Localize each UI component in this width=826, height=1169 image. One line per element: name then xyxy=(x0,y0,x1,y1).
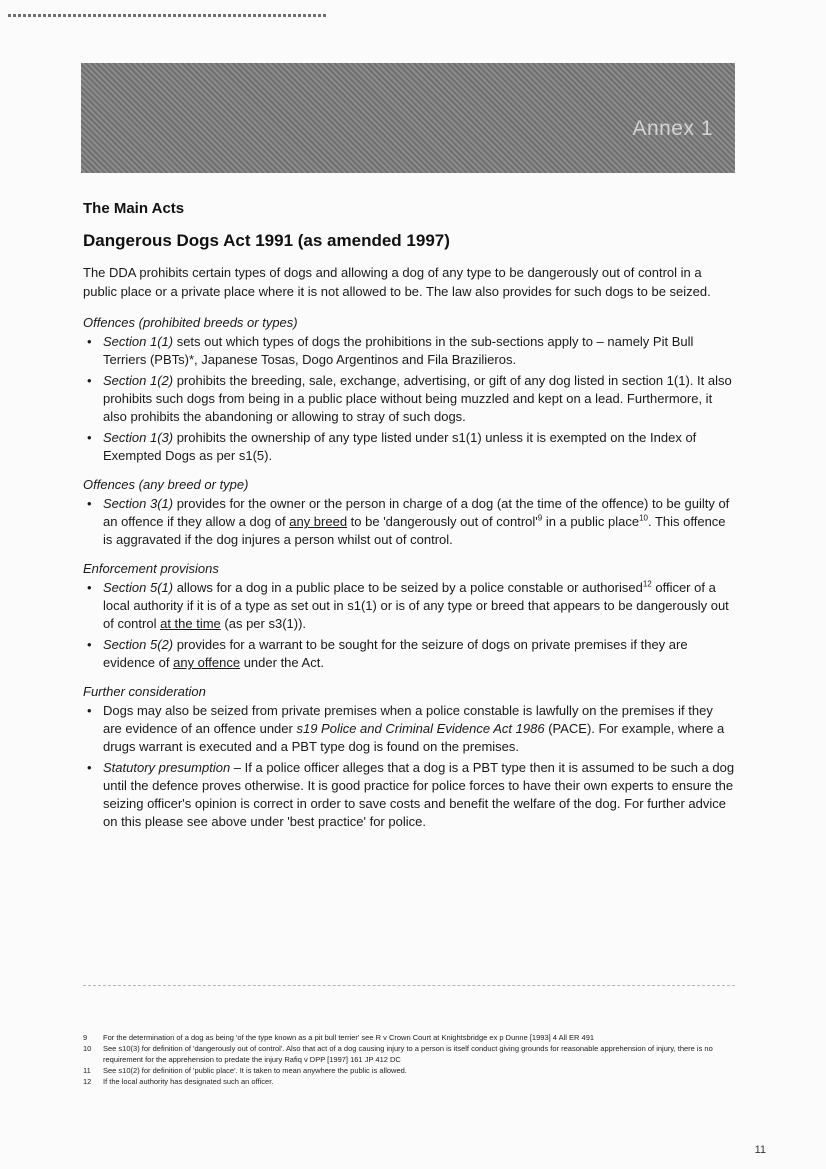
page-number: 11 xyxy=(754,1144,766,1156)
footnote xyxy=(83,1065,733,1076)
item-text: (PACE). For example, where a drugs warrant is executed and a PBT type dog is found on the premises. xyxy=(103,721,725,754)
list-item xyxy=(83,495,735,549)
footnote-text: For the determination of a dog as being 'of the type known as a pit bull terrier' see R v Crown Court at Knightsbridge ex p Dunne [1993] 4 All ER 491 xyxy=(103,1033,595,1042)
item-text: allows for a dog in a public place to be seized by a police constable or authorised xyxy=(173,580,643,595)
item-text: Dogs may also be seized from private premises when a police constable is lawfully on the premises if they are evidence of an offence under xyxy=(103,703,713,736)
item-text: in a public place xyxy=(542,514,640,529)
subheading-enforcement: Enforcement provisions xyxy=(83,561,219,576)
footnote-ref: 9 xyxy=(537,513,543,523)
item-text: officer of a local authority if it is of a type as set out in s1(1) or is of any type or breed that appears to be dangerously out of control xyxy=(103,580,729,631)
intro-paragraph: The DDA prohibits certain types of dogs and allowing a dog of any type to be dangerously out of control in a public place or a private place where it is not allowed to be. The law also provides for such dogs to be seized. xyxy=(83,265,711,299)
underlined-text: at the time xyxy=(160,616,221,631)
underlined-text: any offence xyxy=(173,655,241,670)
footnote-ref: 10 xyxy=(639,513,648,523)
footnote-text: See s10(2) for definition of 'public place'. It is taken to mean anywhere the public is allowed. xyxy=(103,1066,407,1075)
annex-banner xyxy=(81,63,735,173)
list-item xyxy=(83,429,735,465)
list-item xyxy=(83,759,735,831)
list-item xyxy=(83,579,735,633)
list-item xyxy=(83,333,735,369)
any-breed-list xyxy=(83,495,735,549)
underlined-text: any breed xyxy=(289,514,348,529)
section-ref: Section 1(2) xyxy=(103,373,174,388)
footnote-number: 11 xyxy=(83,1066,91,1075)
main-content xyxy=(83,200,735,843)
item-text: (as per s3(1)). xyxy=(220,616,307,631)
footnote-text: See s10(3) for definition of 'dangerously out of control'. Also that act of a dog causing injury to a person is itself conduct giving grounds for reasonable apprehension of injury, there is no requirement for the apprehension to predate the injury Rafiq v DPP [1997] 161 JP 412 DC xyxy=(103,1044,713,1064)
item-text: to be 'dangerously out of control' xyxy=(347,514,538,529)
footnote xyxy=(83,1043,733,1065)
list-item xyxy=(83,702,735,756)
section-heading-main-acts: The Main Acts xyxy=(83,200,185,217)
footnote-ref: 12 xyxy=(642,579,652,589)
item-text: prohibits the breeding, sale, exchange, advertising, or gift of any dog listed in section 1(1). It also prohibits such dogs from being in a public place without being muzzled and kept on a lead. Furthermore, it also prohibits the abandoning or allowing to stray of such dogs. xyxy=(103,373,732,424)
section-ref: Statutory presumption xyxy=(103,760,231,775)
footnote-divider xyxy=(83,985,735,986)
further-consideration-list xyxy=(83,702,735,831)
italic-text: s19 Police and Criminal Evidence Act 1986 xyxy=(296,721,545,736)
item-text: prohibits the ownership of any type listed under s1(1) unless it is exempted on the Index of Exempted Dogs as per s1(5). xyxy=(103,430,697,463)
list-item xyxy=(83,372,735,426)
item-text: provides for a warrant to be sought for the seizure of dogs on private premises if they are evidence of xyxy=(103,637,688,670)
item-text: – If a police officer alleges that a dog is a PBT type then it is assumed to be such a dog until the defence proves otherwise. It is good practice for police forces to have their own experts to ensure the seizing officer's opinion is correct in order to save costs and benefit the welfare of the dog. For further advice on this please see above under 'best practice' for police. xyxy=(103,760,735,829)
item-text: under the Act. xyxy=(240,655,324,670)
section-ref: Section 3(1) xyxy=(103,496,174,511)
section-ref: Section 1(1) xyxy=(103,334,174,349)
list-item xyxy=(83,636,735,672)
item-text: . This offence is aggravated if the dog injures a person whilst out of control. xyxy=(103,514,726,547)
section-ref: Section 5(1) xyxy=(103,580,174,595)
section-ref: Section 5(2) xyxy=(103,637,174,652)
footnote-number: 10 xyxy=(83,1044,92,1053)
item-text: provides for the owner or the person in charge of a dog (at the time of the offence) to be guilty of an offence if they allow a dog of xyxy=(103,496,730,529)
item-text: sets out which types of dogs the prohibitions in the sub-sections apply to – namely Pit Bull Terriers (PBTs)*, Japanese Tosas, Dogo Argentinos and Fila Brazilieros. xyxy=(103,334,694,367)
footnote xyxy=(83,1076,733,1087)
footnote-number: 9 xyxy=(83,1033,88,1042)
footnote-number: 12 xyxy=(83,1077,92,1086)
footnote xyxy=(83,1032,733,1043)
footnotes xyxy=(83,1032,733,1087)
footnote-text: If the local authority has designated such an officer. xyxy=(103,1077,274,1086)
subheading-prohibited-breeds: Offences (prohibited breeds or types) xyxy=(83,315,298,330)
enforcement-list xyxy=(83,579,735,672)
annex-label: Annex 1 xyxy=(632,117,713,140)
scan-artifact xyxy=(8,14,328,17)
act-title: Dangerous Dogs Act 1991 (as amended 1997) xyxy=(83,231,450,250)
subheading-further-consideration: Further consideration xyxy=(83,684,206,699)
subheading-any-breed: Offences (any breed or type) xyxy=(83,477,249,492)
section-ref: Section 1(3) xyxy=(103,430,174,445)
prohibited-breeds-list xyxy=(83,333,735,465)
